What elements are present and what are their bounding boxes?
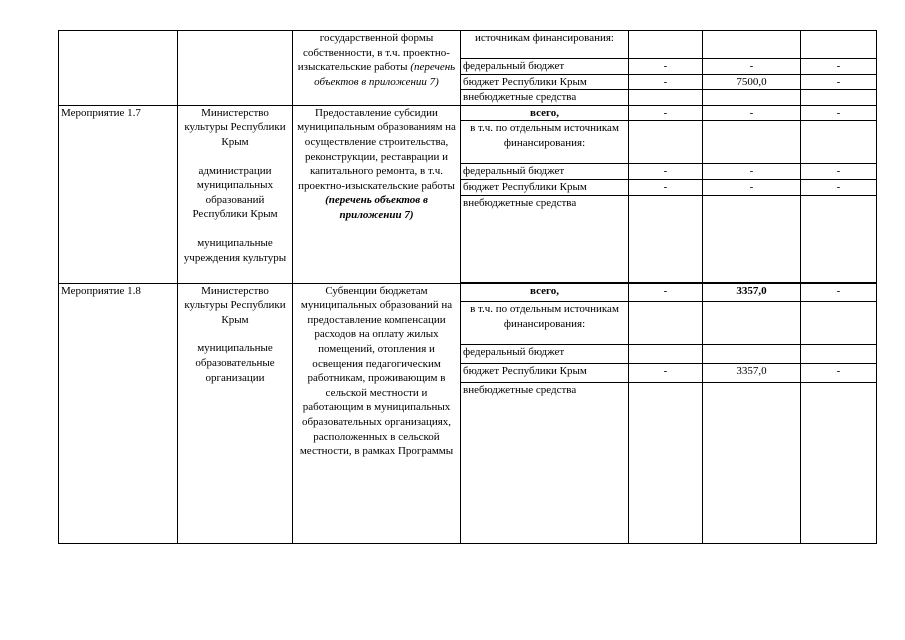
value-cell: - [801, 164, 877, 180]
value-cell: - [629, 74, 703, 90]
value-cell: - [801, 179, 877, 195]
table-row [59, 283, 877, 302]
funding-source-label: бюджет Республики Крым [461, 363, 629, 382]
description-note: (перечень объектов в приложении 7) [314, 61, 456, 88]
funding-source-label: внебюджетные средства [461, 90, 629, 106]
executors-cell [178, 283, 293, 543]
funding-source-label: внебюджетные средства [461, 382, 629, 543]
value-cell [703, 302, 801, 345]
funding-source-label: федеральный бюджет [461, 164, 629, 180]
value-cell [801, 382, 877, 543]
value-cell: - [703, 59, 801, 75]
value-cell [801, 31, 877, 59]
executor-text: муниципальные образовательные организации [195, 342, 275, 384]
description-cell [293, 283, 461, 543]
value-cell: - [629, 59, 703, 75]
activity-name-cell: Мероприятие 1.7 [59, 105, 178, 283]
source-label-cell: в т.ч. по отдельным источникам финансирования: [461, 121, 629, 164]
value-cell: - [629, 283, 703, 302]
source-label-cell: источникам финансирования: [461, 31, 629, 59]
executors-cell [178, 105, 293, 283]
description-cell [293, 31, 461, 106]
value-cell: - [801, 59, 877, 75]
value-cell [703, 31, 801, 59]
value-cell [801, 195, 877, 282]
executor-text: Министерство культуры Республики Крым [184, 106, 286, 148]
executor-text: Министерство культуры Республики Крым [184, 284, 286, 326]
funding-source-label: бюджет Республики Крым [461, 74, 629, 90]
value-cell: - [801, 74, 877, 90]
value-cell: - [801, 283, 877, 302]
value-cell: - [703, 179, 801, 195]
value-cell: - [629, 363, 703, 382]
activity-name-cell [59, 31, 178, 106]
value-cell: - [801, 363, 877, 382]
funding-source-label: федеральный бюджет [461, 59, 629, 75]
value-cell [629, 90, 703, 106]
funding-source-label: бюджет Республики Крым [461, 179, 629, 195]
value-cell [703, 90, 801, 106]
total-label-cell: всего, [461, 283, 629, 302]
activity-name-cell: Мероприятие 1.8 [59, 283, 178, 543]
funding-source-label: федеральный бюджет [461, 345, 629, 364]
value-cell [703, 382, 801, 543]
executors-cell [178, 31, 293, 106]
value-cell [801, 90, 877, 106]
table-row [59, 31, 877, 59]
value-cell: - [801, 105, 877, 121]
value-cell [703, 345, 801, 364]
budget-table [58, 30, 877, 544]
value-cell [629, 345, 703, 364]
description-note: (перечень объектов в приложении 7) [325, 194, 428, 221]
value-cell [629, 31, 703, 59]
description-cell [293, 105, 461, 283]
value-cell: - [703, 105, 801, 121]
table-row [59, 105, 877, 121]
value-cell: - [703, 164, 801, 180]
funding-source-label: внебюджетные средства [461, 195, 629, 282]
executor-text: муниципальные учреждения культуры [183, 236, 287, 264]
value-cell [629, 382, 703, 543]
source-label-cell: в т.ч. по отдельным источникам финансирования: [461, 302, 629, 345]
value-cell [801, 302, 877, 345]
value-cell: 3357,0 [703, 363, 801, 382]
description-text: Субвенции бюджетам муниципальных образований на предоставление компенсации расходов на оплату жилых помещений, отопления и освещения педагогическим работникам, проживающим в сельской местности и работающим в муниципальных образовательных организациях, расположенных в сельской местности, в рамках Программы [299, 284, 454, 458]
value-cell [703, 195, 801, 282]
description-text: Предоставление субсидии муниципальным образованиям на осуществление строительства, реконструкции, реставрации и капитального ремонта, в т.ч. проектно-изыскательские работы [297, 106, 456, 192]
value-cell [629, 302, 703, 345]
value-cell: - [629, 164, 703, 180]
value-cell: 7500,0 [703, 74, 801, 90]
description-text: государственной формы собственности, в т.ч. проектно-изыскательские работы [297, 32, 450, 74]
value-cell: - [629, 179, 703, 195]
value-cell [703, 121, 801, 164]
value-cell: - [629, 105, 703, 121]
value-cell [629, 121, 703, 164]
value-cell: 3357,0 [703, 283, 801, 302]
executor-text: администрации муниципальных образований Республики Крым [192, 164, 278, 221]
value-cell [629, 195, 703, 282]
total-label-cell: всего, [461, 105, 629, 121]
value-cell [801, 121, 877, 164]
value-cell [801, 345, 877, 364]
